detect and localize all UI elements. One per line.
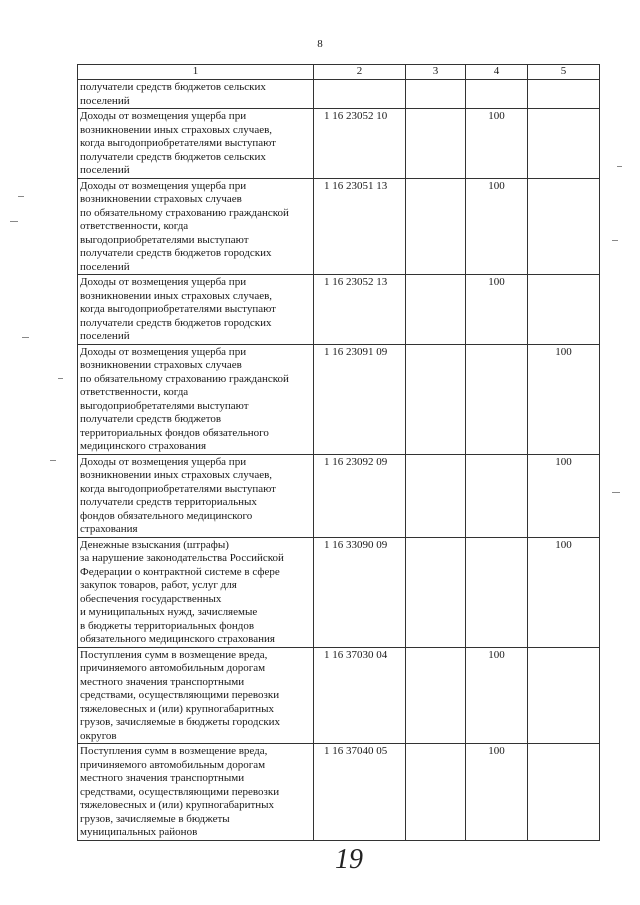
description-line: получатели средств бюджетов сельских bbox=[80, 81, 266, 93]
cell-col-3 bbox=[406, 80, 466, 109]
description-line: когда выгодоприобретателями выступают bbox=[80, 137, 276, 149]
description-line: в бюджеты территориальных фондов bbox=[80, 619, 255, 632]
description-line: страхования bbox=[80, 523, 138, 535]
description-line: поселений bbox=[80, 260, 130, 273]
cell-col-5 bbox=[528, 109, 600, 179]
description-line: ответственности, когда bbox=[80, 386, 189, 398]
description-line: закупок товаров, работ, услуг для bbox=[80, 579, 237, 591]
description-line: возникновении иных страховых случаев, bbox=[80, 123, 273, 136]
description-line: местного значения транспортными bbox=[80, 675, 245, 688]
table-row bbox=[78, 275, 600, 345]
cell-revenue-description bbox=[78, 109, 314, 179]
description-line: Доходы от возмещения ущерба при bbox=[80, 276, 247, 288]
description-line: территориальных фондов обязательного bbox=[80, 426, 269, 439]
cell-col-3 bbox=[406, 537, 466, 647]
cell-col-5 bbox=[528, 80, 600, 109]
cell-revenue-description bbox=[78, 537, 314, 647]
description-line: поселений bbox=[80, 330, 130, 342]
cell-revenue-description bbox=[78, 178, 314, 275]
budget-classification-table bbox=[77, 64, 600, 841]
scan-speck bbox=[18, 196, 24, 197]
table-row bbox=[78, 744, 600, 841]
header-col-1: 1 bbox=[78, 65, 314, 80]
description-line: Денежные взыскания (штрафы) bbox=[80, 538, 229, 551]
cell-col-5: 100 bbox=[528, 537, 600, 647]
handwritten-page-number: 19 bbox=[335, 844, 363, 875]
cell-col-4 bbox=[466, 80, 528, 109]
cell-revenue-description bbox=[78, 744, 314, 841]
description-line: выгодоприобретателями выступают bbox=[80, 399, 249, 412]
cell-col-4: 100 bbox=[466, 178, 528, 275]
scan-speck bbox=[58, 378, 63, 379]
cell-col-4: 100 bbox=[466, 647, 528, 744]
description-line: по обязательному страхованию гражданской bbox=[80, 372, 289, 385]
cell-col-5 bbox=[528, 178, 600, 275]
table-row bbox=[78, 454, 600, 537]
cell-col-5 bbox=[528, 275, 600, 345]
description-line: причиняемого автомобильным дорогам bbox=[80, 758, 266, 771]
description-line: и муниципальных нужд, зачисляемые bbox=[80, 606, 258, 618]
description-line: обеспечения государственных bbox=[80, 592, 222, 605]
cell-budget-code: 1 16 23051 13 bbox=[314, 178, 406, 275]
page-number: 8 bbox=[317, 38, 323, 50]
cell-revenue-description bbox=[78, 454, 314, 537]
cell-col-4: 100 bbox=[466, 744, 528, 841]
description-line: тяжеловесных и (или) крупногабаритных bbox=[80, 702, 275, 715]
cell-budget-code: 1 16 33090 09 bbox=[314, 537, 406, 647]
description-line: выгодоприобретателями выступают bbox=[80, 233, 249, 246]
description-line: муниципальных районов bbox=[80, 826, 198, 838]
description-line: получатели средств бюджетов городских bbox=[80, 316, 272, 329]
table-row bbox=[78, 647, 600, 744]
description-line: Доходы от возмещения ущерба при bbox=[80, 455, 247, 468]
cell-col-4 bbox=[466, 344, 528, 454]
description-line: Поступления сумм в возмещение вреда, bbox=[80, 745, 268, 757]
description-line: Поступления сумм в возмещение вреда, bbox=[80, 648, 268, 661]
description-line: тяжеловесных и (или) крупногабаритных bbox=[80, 799, 275, 811]
cell-col-3 bbox=[406, 178, 466, 275]
header-col-4: 4 bbox=[466, 65, 528, 80]
cell-col-4 bbox=[466, 454, 528, 537]
cell-revenue-description bbox=[78, 275, 314, 345]
header-col-2: 2 bbox=[314, 65, 406, 80]
cell-budget-code: 1 16 37030 04 bbox=[314, 647, 406, 744]
scan-speck bbox=[10, 221, 18, 222]
description-line: фондов обязательного медицинского bbox=[80, 509, 253, 522]
table-row bbox=[78, 80, 600, 109]
description-line: Федерации о контрактной системе в сфере bbox=[80, 565, 280, 578]
scan-speck bbox=[22, 337, 29, 338]
cell-col-4 bbox=[466, 537, 528, 647]
description-line: обязательного медицинского страхования bbox=[80, 633, 275, 645]
description-line: причиняемого автомобильным дорогам bbox=[80, 662, 266, 674]
description-line: получатели средств бюджетов bbox=[80, 413, 222, 425]
description-line: возникновении иных страховых случаев, bbox=[80, 289, 273, 302]
cell-budget-code: 1 16 23052 10 bbox=[314, 109, 406, 179]
cell-col-3 bbox=[406, 344, 466, 454]
cell-col-5 bbox=[528, 744, 600, 841]
header-col-3: 3 bbox=[406, 65, 466, 80]
description-line: возникновении страховых случаев bbox=[80, 359, 242, 371]
cell-col-5: 100 bbox=[528, 454, 600, 537]
scan-speck bbox=[612, 492, 620, 493]
description-line: поселений bbox=[80, 164, 130, 176]
description-line: средствами, осуществляющими перевозки bbox=[80, 785, 280, 798]
description-line: возникновении страховых случаев bbox=[80, 193, 242, 205]
description-line: когда выгодоприобретателями выступают bbox=[80, 482, 276, 495]
description-line: грузов, зачисляемые в бюджеты городских bbox=[80, 716, 281, 728]
table-row bbox=[78, 537, 600, 647]
cell-revenue-description bbox=[78, 647, 314, 744]
description-line: средствами, осуществляющими перевозки bbox=[80, 689, 280, 701]
description-line: грузов, зачисляемые в бюджеты bbox=[80, 812, 230, 825]
cell-col-3 bbox=[406, 744, 466, 841]
description-line: поселений bbox=[80, 94, 130, 107]
table-row bbox=[78, 178, 600, 275]
description-line: Доходы от возмещения ущерба при bbox=[80, 110, 247, 122]
description-line: получатели средств бюджетов сельских bbox=[80, 150, 266, 163]
description-line: получатели средств бюджетов городских bbox=[80, 247, 272, 259]
description-line: округов bbox=[80, 729, 117, 742]
description-line: возникновении иных страховых случаев, bbox=[80, 469, 273, 481]
scan-speck bbox=[617, 166, 622, 167]
cell-col-4: 100 bbox=[466, 109, 528, 179]
description-line: Доходы от возмещения ущерба при bbox=[80, 345, 247, 358]
table-row bbox=[78, 109, 600, 179]
cell-col-5: 100 bbox=[528, 344, 600, 454]
cell-budget-code bbox=[314, 80, 406, 109]
description-line: получатели средств территориальных bbox=[80, 496, 257, 508]
table-row bbox=[78, 344, 600, 454]
cell-col-3 bbox=[406, 647, 466, 744]
description-line: ответственности, когда bbox=[80, 220, 189, 232]
cell-revenue-description bbox=[78, 80, 314, 109]
description-line: Доходы от возмещения ущерба при bbox=[80, 179, 247, 192]
cell-col-3 bbox=[406, 109, 466, 179]
cell-col-3 bbox=[406, 275, 466, 345]
scan-speck bbox=[612, 240, 618, 241]
description-line: когда выгодоприобретателями выступают bbox=[80, 303, 276, 315]
description-line: местного значения транспортными bbox=[80, 772, 245, 784]
cell-budget-code: 1 16 23092 09 bbox=[314, 454, 406, 537]
table-header-row bbox=[78, 65, 600, 80]
scan-speck bbox=[50, 460, 56, 461]
description-line: медицинского страхования bbox=[80, 440, 207, 452]
description-line: по обязательному страхованию гражданской bbox=[80, 206, 289, 219]
cell-budget-code: 1 16 23091 09 bbox=[314, 344, 406, 454]
cell-budget-code: 1 16 23052 13 bbox=[314, 275, 406, 345]
cell-col-4: 100 bbox=[466, 275, 528, 345]
cell-revenue-description bbox=[78, 344, 314, 454]
cell-col-3 bbox=[406, 454, 466, 537]
cell-budget-code: 1 16 37040 05 bbox=[314, 744, 406, 841]
description-line: за нарушение законодательства Российской bbox=[80, 552, 284, 564]
cell-col-5 bbox=[528, 647, 600, 744]
header-col-5: 5 bbox=[528, 65, 600, 80]
